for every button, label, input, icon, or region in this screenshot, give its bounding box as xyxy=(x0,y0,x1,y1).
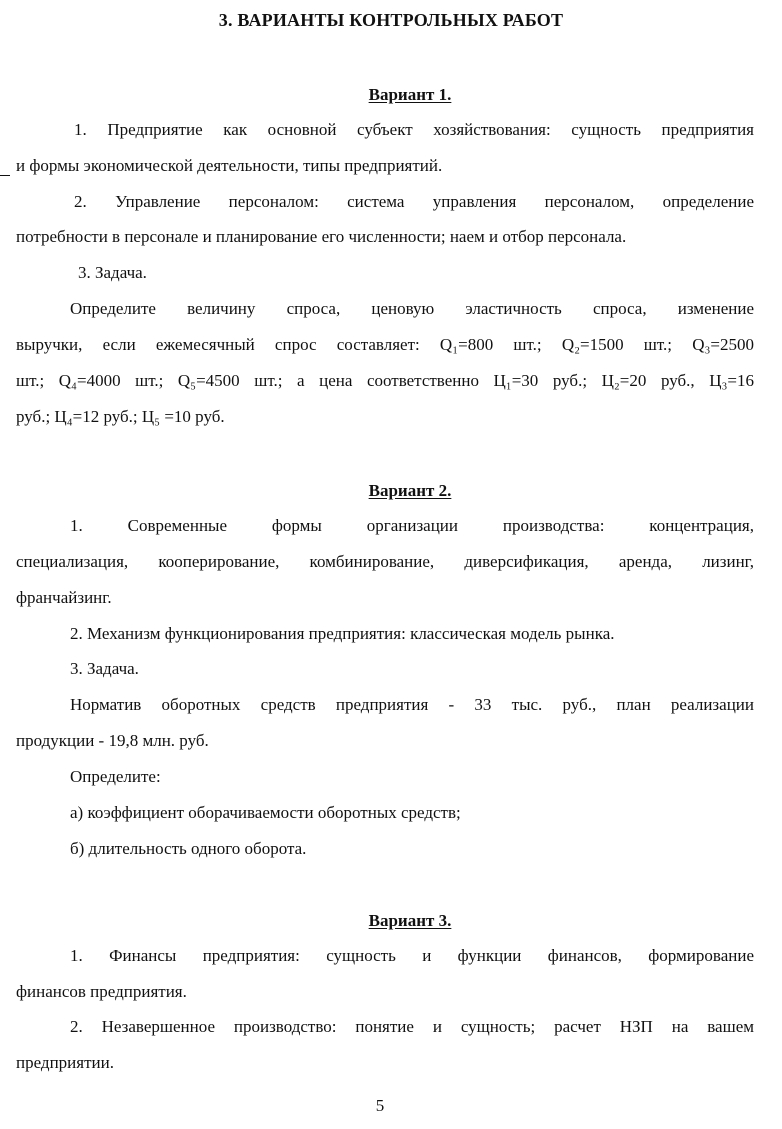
variant-2-task-define: Определите: xyxy=(70,767,161,786)
variant-2-heading: Вариант 2. xyxy=(368,481,452,500)
variant-1-item-1-line-1: 1. Предприятие как основной субъект хозяйствования: сущность предприятия xyxy=(74,120,754,139)
variant-3-item-1-line-1: 1. Финансы предприятия: сущность и функции финансов, формирование xyxy=(70,946,754,965)
page-number: 5 xyxy=(375,1096,385,1115)
variant-3-item-2-line-2: предприятии. xyxy=(16,1053,114,1072)
variant-1-task-line-2: выручки, если ежемесячный спрос составляет: Q₁=800 шт.; Q₂=1500 шт.; Q₃=2500 xyxy=(16,335,754,354)
variant-1-item-2-line-1: 2. Управление персоналом: система управления персоналом, определение xyxy=(74,192,754,211)
variant-1-task-line-3: шт.; Q₄=4000 шт.; Q₅=4500 шт.; а цена соответственно Ц₁=30 руб.; Ц₂=20 руб., Ц₃=16 xyxy=(16,371,754,390)
variant-1-item-3-label: 3. Задача. xyxy=(78,263,147,282)
variant-1-task-line-4: руб.; Ц₄=12 руб.; Ц₅ =10 руб. xyxy=(16,407,225,426)
variant-2-task-line-1: Норматив оборотных средств предприятия - 33 тыс. руб., план реализации xyxy=(70,695,754,714)
variant-1-item-1-line-2: и формы экономической деятельности, типы предприятий. xyxy=(16,156,443,175)
variant-1-task-line-1: Определите величину спроса, ценовую эластичность спроса, изменение xyxy=(70,299,754,318)
variant-1-heading: Вариант 1. xyxy=(368,85,452,104)
variant-3-item-1-line-2: финансов предприятия. xyxy=(16,982,187,1001)
variant-2-task-b: б) длительность одного оборота. xyxy=(70,839,307,858)
variant-2-item-2-line-1: 2. Механизм функционирования предприятия: классическая модель рынка. xyxy=(70,624,615,643)
variant-2-task-a: а) коэффициент оборачиваемости оборотных средств; xyxy=(70,803,461,822)
variant-2-item-1-line-2: специализация, кооперирование, комбинирование, диверсификация, аренда, лизинг, xyxy=(16,552,754,571)
variant-2-task-line-2: продукции - 19,8 млн. руб. xyxy=(16,731,209,750)
variant-2-item-3-label: 3. Задача. xyxy=(70,659,139,678)
variant-2-item-1-line-1: 1. Современные формы организации производства: концентрация, xyxy=(70,516,754,535)
margin-mark xyxy=(0,175,10,176)
variant-2-item-1-line-3: франчайзинг. xyxy=(16,588,112,607)
variant-3-item-2-line-1: 2. Незавершенное производство: понятие и сущность; расчет НЗП на вашем xyxy=(70,1017,754,1036)
page-title: 3. ВАРИАНТЫ КОНТРОЛЬНЫХ РАБОТ xyxy=(218,10,564,30)
variant-1-item-2-line-2: потребности в персонале и планирование его численности; наем и отбор персонала. xyxy=(16,227,627,246)
variant-3-heading: Вариант 3. xyxy=(368,911,452,930)
